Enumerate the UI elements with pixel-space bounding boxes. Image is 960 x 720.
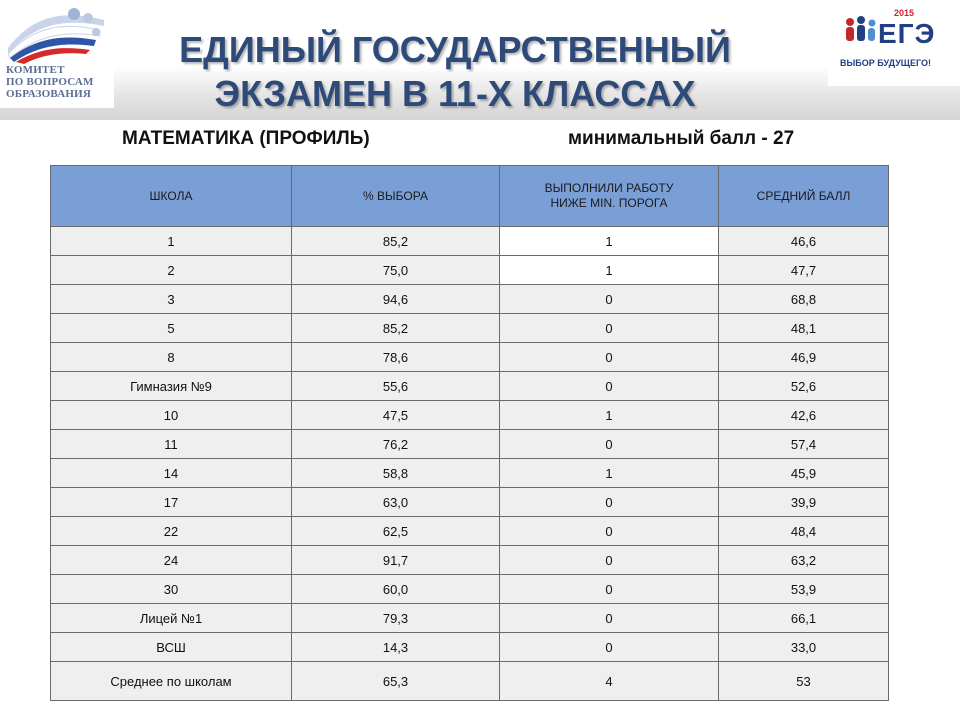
cell-choice-percent: 75,0 [292, 256, 500, 285]
cell-average-score: 46,6 [719, 227, 889, 256]
average-row-score: 53 [719, 662, 889, 701]
table-row [51, 227, 889, 256]
cell-choice-percent: 78,6 [292, 343, 500, 372]
table-row [51, 314, 889, 343]
col-header-average-score: СРЕДНИЙ БАЛЛ [719, 166, 889, 227]
title-line-2: ЭКЗАМЕН В 11-Х КЛАССАХ [214, 73, 696, 114]
ege-slogan: ВЫБОР БУДУЩЕГО! [840, 58, 931, 68]
cell-below-threshold: 1 [500, 459, 719, 488]
min-score-label: минимальный балл - 27 [568, 128, 795, 149]
committee-line-2: ПО ВОПРОСАМ [6, 76, 94, 88]
col-header-below-threshold-line-2: НИЖЕ MIN. ПОРОГА [550, 196, 668, 210]
cell-average-score: 33,0 [719, 633, 889, 662]
average-row-choice: 65,3 [292, 662, 500, 701]
cell-below-threshold: 0 [500, 372, 719, 401]
table-body [51, 227, 889, 701]
cell-school: 3 [51, 285, 292, 314]
committee-line-1: КОМИТЕТ [6, 64, 65, 76]
table-row [51, 459, 889, 488]
cell-school: 8 [51, 343, 292, 372]
cell-below-threshold: 0 [500, 633, 719, 662]
cell-average-score: 57,4 [719, 430, 889, 459]
cell-below-threshold: 1 [500, 401, 719, 430]
table-row [51, 604, 889, 633]
table-row [51, 633, 889, 662]
cell-choice-percent: 62,5 [292, 517, 500, 546]
cell-school: 17 [51, 488, 292, 517]
cell-choice-percent: 94,6 [292, 285, 500, 314]
cell-choice-percent: 79,3 [292, 604, 500, 633]
ege-year: 2015 [894, 8, 915, 18]
cell-choice-percent: 55,6 [292, 372, 500, 401]
cell-school: 10 [51, 401, 292, 430]
average-row [51, 662, 889, 701]
results-table [50, 165, 889, 701]
cell-choice-percent: 91,7 [292, 546, 500, 575]
cell-below-threshold: 1 [500, 256, 719, 285]
page-title [130, 28, 780, 116]
cell-average-score: 47,7 [719, 256, 889, 285]
cell-school: ВСШ [51, 633, 292, 662]
cell-school: 24 [51, 546, 292, 575]
cell-below-threshold: 0 [500, 430, 719, 459]
committee-name [6, 64, 112, 100]
title-line-1: ЕДИНЫЙ ГОСУДАРСТВЕННЫЙ [179, 29, 731, 70]
cell-choice-percent: 58,8 [292, 459, 500, 488]
cell-below-threshold: 0 [500, 285, 719, 314]
average-row-label: Среднее по школам [51, 662, 292, 701]
cell-school: 22 [51, 517, 292, 546]
subject-label: МАТЕМАТИКА (ПРОФИЛЬ) [122, 128, 370, 149]
col-header-school: ШКОЛА [51, 166, 292, 227]
cell-choice-percent: 85,2 [292, 314, 500, 343]
col-header-below-threshold-line-1: ВЫПОЛНИЛИ РАБОТУ [544, 181, 674, 195]
cell-school: 1 [51, 227, 292, 256]
cell-below-threshold: 0 [500, 343, 719, 372]
col-header-choice-percent: % ВЫБОРА [292, 166, 500, 227]
cell-below-threshold: 0 [500, 604, 719, 633]
cell-below-threshold: 0 [500, 488, 719, 517]
ege-logo-text: ЕГЭ [878, 18, 936, 49]
cell-school: 14 [51, 459, 292, 488]
cell-school: 5 [51, 314, 292, 343]
cell-average-score: 48,4 [719, 517, 889, 546]
table-row [51, 372, 889, 401]
cell-average-score: 53,9 [719, 575, 889, 604]
ege-logo [828, 0, 960, 86]
cell-below-threshold: 0 [500, 314, 719, 343]
cell-choice-percent: 47,5 [292, 401, 500, 430]
cell-choice-percent: 14,3 [292, 633, 500, 662]
cell-school: Лицей №1 [51, 604, 292, 633]
cell-choice-percent: 85,2 [292, 227, 500, 256]
cell-school: 30 [51, 575, 292, 604]
cell-choice-percent: 60,0 [292, 575, 500, 604]
average-row-below: 4 [500, 662, 719, 701]
committee-logo [0, 0, 114, 108]
col-header-below-threshold [500, 166, 719, 227]
table-row [51, 343, 889, 372]
cell-below-threshold: 1 [500, 227, 719, 256]
cell-average-score: 46,9 [719, 343, 889, 372]
table-row [51, 488, 889, 517]
cell-choice-percent: 63,0 [292, 488, 500, 517]
cell-below-threshold: 0 [500, 517, 719, 546]
cell-below-threshold: 0 [500, 575, 719, 604]
table-row [51, 401, 889, 430]
committee-line-3: ОБРАЗОВАНИЯ [6, 88, 92, 100]
cell-average-score: 66,1 [719, 604, 889, 633]
table-header-row [51, 166, 889, 227]
cell-average-score: 68,8 [719, 285, 889, 314]
cell-below-threshold: 0 [500, 546, 719, 575]
table-row [51, 430, 889, 459]
cell-average-score: 63,2 [719, 546, 889, 575]
cell-average-score: 48,1 [719, 314, 889, 343]
cell-average-score: 52,6 [719, 372, 889, 401]
table-row [51, 546, 889, 575]
ege-people-icon [842, 14, 878, 50]
cell-average-score: 45,9 [719, 459, 889, 488]
table-row [51, 517, 889, 546]
cell-average-score: 39,9 [719, 488, 889, 517]
table-row [51, 285, 889, 314]
cell-school: Гимназия №9 [51, 372, 292, 401]
cell-choice-percent: 76,2 [292, 430, 500, 459]
table-row [51, 256, 889, 285]
cell-school: 2 [51, 256, 292, 285]
cell-average-score: 42,6 [719, 401, 889, 430]
committee-flag-icon [4, 4, 108, 64]
table-row [51, 575, 889, 604]
cell-school: 11 [51, 430, 292, 459]
